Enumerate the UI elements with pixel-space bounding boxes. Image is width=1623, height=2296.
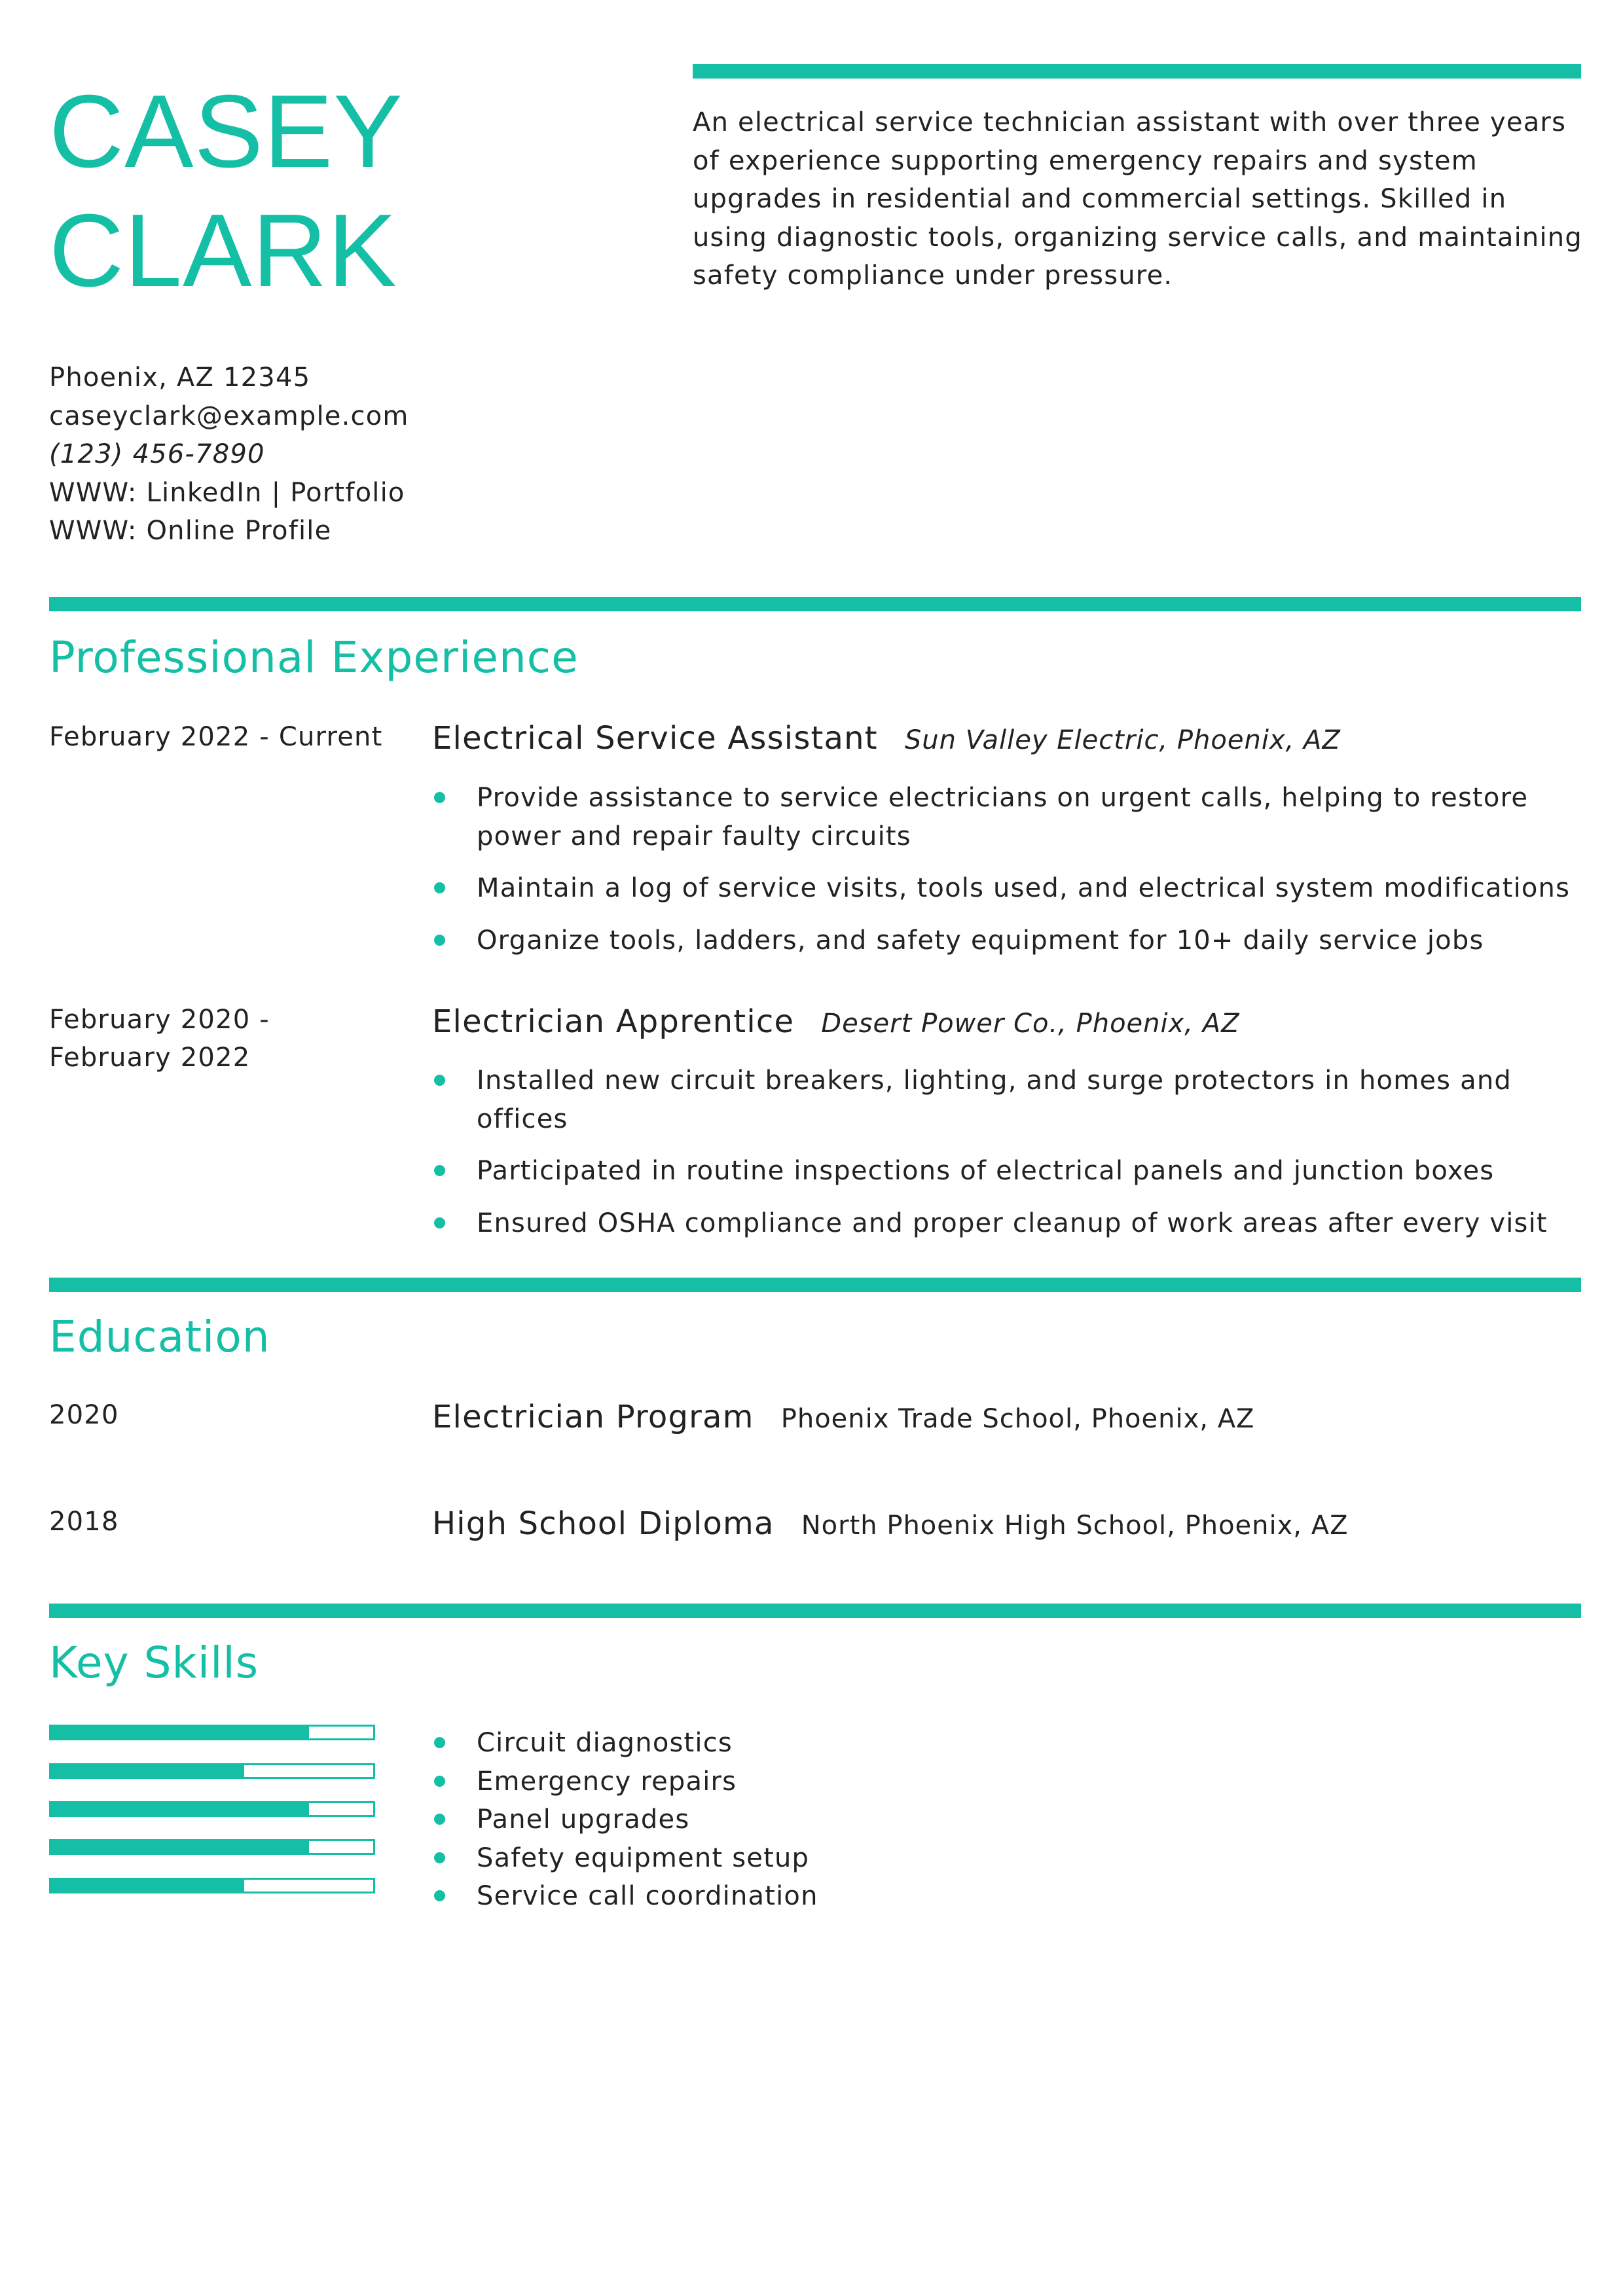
- section-divider: [49, 1604, 1581, 1618]
- summary-divider: [693, 64, 1581, 79]
- section-divider: [49, 597, 1581, 611]
- education-school: North Phoenix High School, Phoenix, AZ: [801, 1511, 1349, 1541]
- section-divider: [49, 1278, 1581, 1292]
- skills-heading: Key Skills: [49, 1638, 259, 1688]
- skill-level-bar: [49, 1801, 375, 1817]
- job-title: Electrical Service Assistant: [432, 720, 878, 757]
- education-school: Phoenix Trade School, Phoenix, AZ: [780, 1404, 1255, 1434]
- job-title: Electrician Apprentice: [432, 1003, 795, 1040]
- job-duty: Installed new circuit breakers, lighting, and surge protectors in homes and offices: [432, 1062, 1584, 1138]
- job-header: [432, 1003, 1240, 1040]
- candidate-name: [49, 72, 403, 310]
- education-entry: [432, 1505, 1349, 1542]
- education-year: 2018: [49, 1507, 119, 1537]
- job-duties-list: [432, 1062, 1584, 1256]
- job-duty: Organize tools, ladders, and safety equipment for 10+ daily service jobs: [432, 922, 1584, 960]
- contact-web-links[interactable]: WWW: LinkedIn | Portfolio: [49, 477, 405, 508]
- skill-item: Panel upgrades: [432, 1801, 818, 1839]
- education-entry: [432, 1399, 1254, 1435]
- skill-level-bar: [49, 1725, 375, 1740]
- job-company: Desert Power Co., Phoenix, AZ: [821, 1009, 1240, 1039]
- education-degree: High School Diploma: [432, 1505, 775, 1542]
- job-date: February 2022 - Current: [49, 722, 383, 752]
- professional-summary: An electrical service technician assistant with over three years of experience supporting emergency repairs and system upgrades in residential and commercial settings. Skilled in using diagnostic tools, organizing service calls, and maintaining safety compliance under pressure.: [693, 107, 1582, 291]
- job-header: [432, 720, 1341, 757]
- contact-email[interactable]: caseyclark@example.com: [49, 401, 409, 431]
- skill-item: Circuit diagnostics: [432, 1724, 818, 1763]
- skill-level-fill: [51, 1765, 244, 1777]
- job-duty: Provide assistance to service electricians on urgent calls, helping to restore power and repair faulty circuits: [432, 779, 1584, 855]
- skill-level-fill: [51, 1727, 309, 1738]
- skills-list: [432, 1724, 818, 1916]
- job-duties-list: [432, 779, 1584, 973]
- contact-info: [49, 359, 409, 550]
- last-name: CLARK: [49, 193, 397, 308]
- skill-level-fill: [51, 1841, 309, 1853]
- education-heading: Education: [49, 1312, 270, 1362]
- job-duty: Participated in routine inspections of electrical panels and junction boxes: [432, 1152, 1584, 1191]
- skill-level-bar: [49, 1839, 375, 1855]
- job-duty: Maintain a log of service visits, tools used, and electrical system modifications: [432, 869, 1584, 908]
- skill-item: Emergency repairs: [432, 1763, 818, 1801]
- contact-address: Phoenix, AZ 12345: [49, 363, 311, 393]
- skill-item: Safety equipment setup: [432, 1839, 818, 1878]
- skill-level-bar: [49, 1763, 375, 1779]
- first-name: CASEY: [49, 74, 403, 189]
- skill-level-bar: [49, 1878, 375, 1893]
- skill-level-fill: [51, 1803, 309, 1815]
- job-duty: Ensured OSHA compliance and proper cleanup of work areas after every visit: [432, 1204, 1584, 1243]
- experience-heading: Professional Experience: [49, 632, 579, 683]
- contact-phone[interactable]: (123) 456-7890: [49, 439, 265, 469]
- education-year: 2020: [49, 1400, 119, 1430]
- job-date: February 2020 - February 2022: [49, 1005, 270, 1073]
- skill-item: Service call coordination: [432, 1877, 818, 1916]
- education-degree: Electrician Program: [432, 1399, 754, 1435]
- job-company: Sun Valley Electric, Phoenix, AZ: [904, 725, 1341, 755]
- skill-level-fill: [51, 1880, 244, 1892]
- contact-web-profile[interactable]: WWW: Online Profile: [49, 516, 332, 546]
